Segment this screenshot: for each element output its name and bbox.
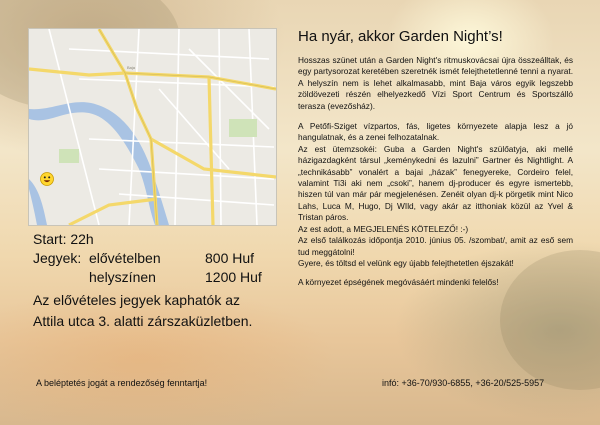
contact-info: infó: +36-70/930-6855, +36-20/525-5957 bbox=[382, 378, 545, 388]
presale-info-line: Attila utca 3. alatti zárszaküzletben. bbox=[33, 313, 253, 329]
presale-price: 800 Huf bbox=[205, 250, 255, 266]
location-map[interactable] bbox=[28, 28, 277, 226]
paragraph-djs: Az est ütemzsokéi: Guba a Garden Night's szülőatyja, aki mellé házigazdagként társul „keménykedni és lazulni” Gartner és Nightlight. A „technikásabb” vonalért a bajai „házak” fenegyereke, Cordeiro felel, valamint Ti3i aki nem „csoki”, hanem dj-producer és egyre ismertebb, hiszen túl van már pár megjelenésen. Zenéit olyan dj-k pörgetik mint Nico Lahs, Luca M, Hugo, Dj WIld, vagy akár az itthoniak közül az Yvel & Tristan páros. bbox=[298, 143, 573, 223]
presale-info bbox=[33, 290, 293, 332]
event-description bbox=[298, 55, 573, 289]
presale-label: elővételben bbox=[89, 250, 161, 266]
entry-rights-note: A beléptetés jogát a rendezőség fenntartja! bbox=[36, 378, 208, 388]
map-drawing bbox=[29, 29, 276, 225]
smiley-face-icon[interactable] bbox=[40, 172, 54, 186]
venue-label: helyszínen bbox=[89, 269, 156, 285]
svg-text:Baja: Baja bbox=[127, 65, 136, 70]
presale-info-line: Az elővételes jegyek kaphatók az bbox=[33, 292, 241, 308]
venue-price: 1200 Huf bbox=[205, 269, 262, 285]
paragraph-date: Az első találkozás időpontja 2010. június 05. /szombat/, amit az eső sem tud meggátolni! bbox=[298, 235, 573, 257]
tickets-label: Jegyek: bbox=[33, 250, 82, 266]
paragraph-invite: Gyere, és töltsd el velünk egy újabb felejthetetlen éjszakát! bbox=[298, 257, 514, 268]
headline: Ha nyár, akkor Garden Night’s! bbox=[298, 28, 503, 45]
paragraph-mandatory: Az est adott, a MEGJELENÉS KÖTELEZŐ! :-) bbox=[298, 223, 469, 234]
paragraph-intro: Hosszas szünet után a Garden Night's ritmuskovácsai újra összeálltak, és egy partysorozat keretében szeretnék ismét felejthetetlenné tenni a nyarat. A helyszín nem is lehet alkalmasabb, mint Baja város egyik legszebb zöldövezeti részén elhelyezkedő Vízi Sport Centrum és Sportszálló terasza (evezősház). bbox=[298, 55, 573, 111]
ticket-prices bbox=[33, 250, 283, 288]
ticket-row-presale bbox=[33, 250, 283, 269]
paragraph-environment: A környezet épségének megóvásáért mindenki felelős! bbox=[298, 277, 499, 288]
start-time: Start: 22h bbox=[33, 231, 94, 247]
paragraph-venue: A Petőfi-Sziget vízpartos, fás, ligetes környezete alapja lesz a jó hangulatnak, és a zenei felhozatalnak. bbox=[298, 121, 573, 143]
ticket-row-venue bbox=[33, 269, 283, 288]
